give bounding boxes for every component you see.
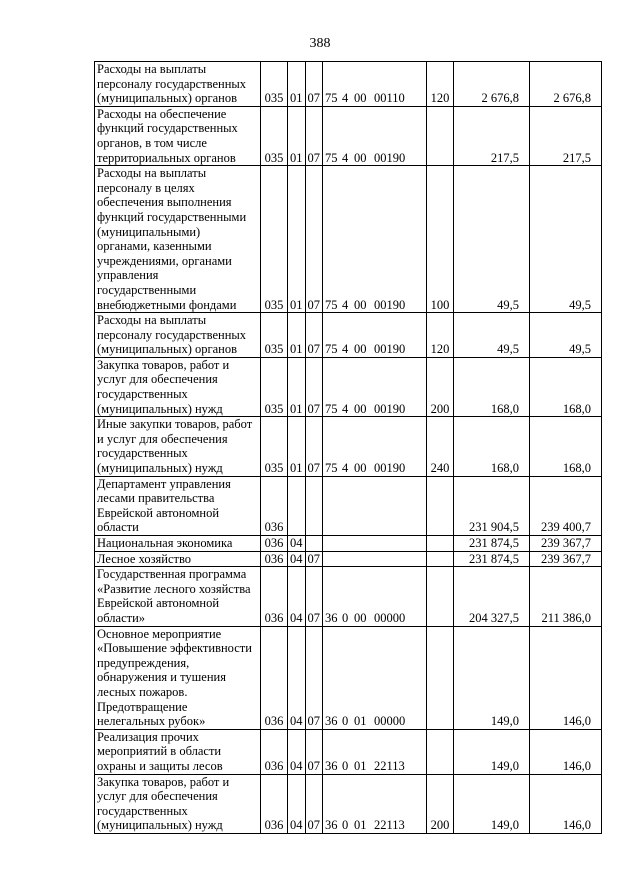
section-code: 04 [288,729,306,774]
row-name: Национальная экономика [95,536,261,552]
target-article-part: 0 [342,758,349,773]
subsection-code [305,476,323,535]
sum-year-2: 239 367,7 [530,551,602,567]
sum-year-1: 204 327,5 [454,567,530,626]
section-code: 04 [288,551,306,567]
ved-code: 035 [261,313,288,358]
target-article-code [323,106,427,165]
target-article-part: 36 [325,818,338,833]
table-body [95,62,602,834]
section-code: 04 [288,536,306,552]
row-name: Закупка товаров, работ и услуг для обеспечения государственных (муниципальных) нужд [95,774,261,833]
ved-code: 035 [261,106,288,165]
target-article-part: 00190 [374,401,406,416]
target-article-code [323,626,427,729]
row-name: Лесное хозяйство [95,551,261,567]
target-article-part: 01 [354,758,367,773]
subsection-code: 07 [305,626,323,729]
table-row [95,536,602,552]
target-article-code [323,62,427,107]
sum-year-1: 231 904,5 [454,476,530,535]
target-article-part: 75 [325,91,338,106]
expense-type-code: 200 [427,357,454,416]
target-article-part: 00 [354,401,367,416]
target-article-code [323,476,427,535]
section-code: 01 [288,417,306,476]
section-code: 01 [288,166,306,313]
target-article-part: 00 [354,610,367,625]
table-row [95,567,602,626]
target-article-part: 00190 [374,297,406,312]
target-article-part: 00 [354,297,367,312]
sum-year-2: 168,0 [530,417,602,476]
expense-type-code [427,729,454,774]
target-article-part: 00000 [374,714,406,729]
sum-year-1: 2 676,8 [454,62,530,107]
subsection-code: 07 [305,567,323,626]
ved-code: 036 [261,551,288,567]
target-article-part: 4 [342,150,349,165]
target-article-part: 00000 [374,610,406,625]
sum-year-2: 239 367,7 [530,536,602,552]
ved-code: 036 [261,567,288,626]
target-article-part: 36 [325,714,338,729]
target-article-part: 0 [342,818,349,833]
ved-code: 035 [261,357,288,416]
section-code: 01 [288,313,306,358]
table-row [95,551,602,567]
ved-code: 035 [261,417,288,476]
subsection-code: 07 [305,417,323,476]
sum-year-2: 146,0 [530,729,602,774]
target-article-part: 75 [325,342,338,357]
subsection-code: 07 [305,106,323,165]
table-row [95,106,602,165]
sum-year-1: 49,5 [454,313,530,358]
subsection-code [305,536,323,552]
section-code: 01 [288,62,306,107]
ved-code: 035 [261,62,288,107]
ved-code: 036 [261,536,288,552]
expense-type-code [427,536,454,552]
expense-type-code [427,106,454,165]
sum-year-1: 49,5 [454,166,530,313]
section-code [288,476,306,535]
sum-year-1: 149,0 [454,626,530,729]
target-article-part: 4 [342,461,349,476]
subsection-code: 07 [305,357,323,416]
target-article-part: 75 [325,401,338,416]
target-article-code [323,417,427,476]
sum-year-1: 149,0 [454,774,530,833]
row-name: Расходы на выплаты персоналу в целях обеспечения выполнения функций государственными (муниципальными) органами, казенными учреждениями, органами управления государственными внебюджетными фондами [95,166,261,313]
subsection-code: 07 [305,313,323,358]
target-article-part: 22113 [374,818,405,833]
row-name: Департамент управления лесами правительства Еврейской автономной области [95,476,261,535]
sum-year-2: 217,5 [530,106,602,165]
target-article-code [323,536,427,552]
expense-type-code: 120 [427,62,454,107]
target-article-part: 4 [342,342,349,357]
target-article-part: 00190 [374,150,406,165]
row-name: Государственная программа «Развитие лесного хозяйства Еврейской автономной области» [95,567,261,626]
expense-type-code [427,476,454,535]
expense-type-code: 240 [427,417,454,476]
target-article-part: 00 [354,91,367,106]
target-article-part: 00 [354,461,367,476]
row-name: Расходы на обеспечение функций государственных органов, в том числе территориальных органов [95,106,261,165]
sum-year-1: 231 874,5 [454,551,530,567]
subsection-code: 07 [305,166,323,313]
target-article-part: 00 [354,150,367,165]
expense-type-code: 100 [427,166,454,313]
budget-table [94,61,602,834]
target-article-part: 75 [325,150,338,165]
page-number: 388 [309,36,331,51]
table-row [95,62,602,107]
ved-code: 035 [261,166,288,313]
ved-code: 036 [261,476,288,535]
sum-year-2: 211 386,0 [530,567,602,626]
target-article-part: 00190 [374,461,406,476]
table-row [95,166,602,313]
sum-year-2: 49,5 [530,166,602,313]
expense-type-code [427,567,454,626]
row-name: Расходы на выплаты персоналу государственных (муниципальных) органов [95,62,261,107]
row-name: Реализация прочих мероприятий в области охраны и защиты лесов [95,729,261,774]
row-name: Расходы на выплаты персоналу государственных (муниципальных) органов [95,313,261,358]
section-code: 04 [288,774,306,833]
sum-year-2: 168,0 [530,357,602,416]
target-article-code [323,357,427,416]
ved-code: 036 [261,626,288,729]
target-article-code [323,774,427,833]
target-article-part: 4 [342,297,349,312]
target-article-code [323,166,427,313]
target-article-part: 36 [325,610,338,625]
section-code: 01 [288,357,306,416]
row-name: Основное мероприятие «Повышение эффективности предупреждения, обнаружения и тушения лесных пожаров. Предотвращение нелегальных рубок» [95,626,261,729]
target-article-part: 75 [325,461,338,476]
target-article-part: 00190 [374,342,406,357]
row-name: Иные закупки товаров, работ и услуг для обеспечения государственных (муниципальных) нужд [95,417,261,476]
target-article-code [323,313,427,358]
expense-type-code: 120 [427,313,454,358]
target-article-part: 36 [325,758,338,773]
expense-type-code [427,551,454,567]
target-article-part: 0 [342,610,349,625]
expense-type-code [427,626,454,729]
sum-year-1: 149,0 [454,729,530,774]
sum-year-2: 2 676,8 [530,62,602,107]
ved-code: 036 [261,774,288,833]
table-row [95,313,602,358]
subsection-code: 07 [305,729,323,774]
table-row [95,729,602,774]
target-article-part: 01 [354,714,367,729]
target-article-part: 00 [354,342,367,357]
subsection-code: 07 [305,774,323,833]
section-code: 04 [288,567,306,626]
target-article-part: 4 [342,401,349,416]
target-article-part: 4 [342,91,349,106]
target-article-part: 0 [342,714,349,729]
target-article-part: 00110 [374,91,405,106]
section-code: 04 [288,626,306,729]
ved-code: 036 [261,729,288,774]
subsection-code: 07 [305,62,323,107]
expense-type-code: 200 [427,774,454,833]
target-article-code [323,567,427,626]
sum-year-1: 168,0 [454,357,530,416]
table-row [95,476,602,535]
subsection-code: 07 [305,551,323,567]
target-article-part: 01 [354,818,367,833]
target-article-code [323,729,427,774]
sum-year-2: 49,5 [530,313,602,358]
table-row [95,626,602,729]
table-row [95,417,602,476]
table-row [95,357,602,416]
table-row [95,774,602,833]
sum-year-2: 239 400,7 [530,476,602,535]
sum-year-1: 168,0 [454,417,530,476]
sum-year-2: 146,0 [530,774,602,833]
sum-year-1: 217,5 [454,106,530,165]
target-article-part: 22113 [374,758,405,773]
sum-year-1: 231 874,5 [454,536,530,552]
target-article-code [323,551,427,567]
section-code: 01 [288,106,306,165]
row-name: Закупка товаров, работ и услуг для обеспечения государственных (муниципальных) нужд [95,357,261,416]
target-article-part: 75 [325,297,338,312]
sum-year-2: 146,0 [530,626,602,729]
